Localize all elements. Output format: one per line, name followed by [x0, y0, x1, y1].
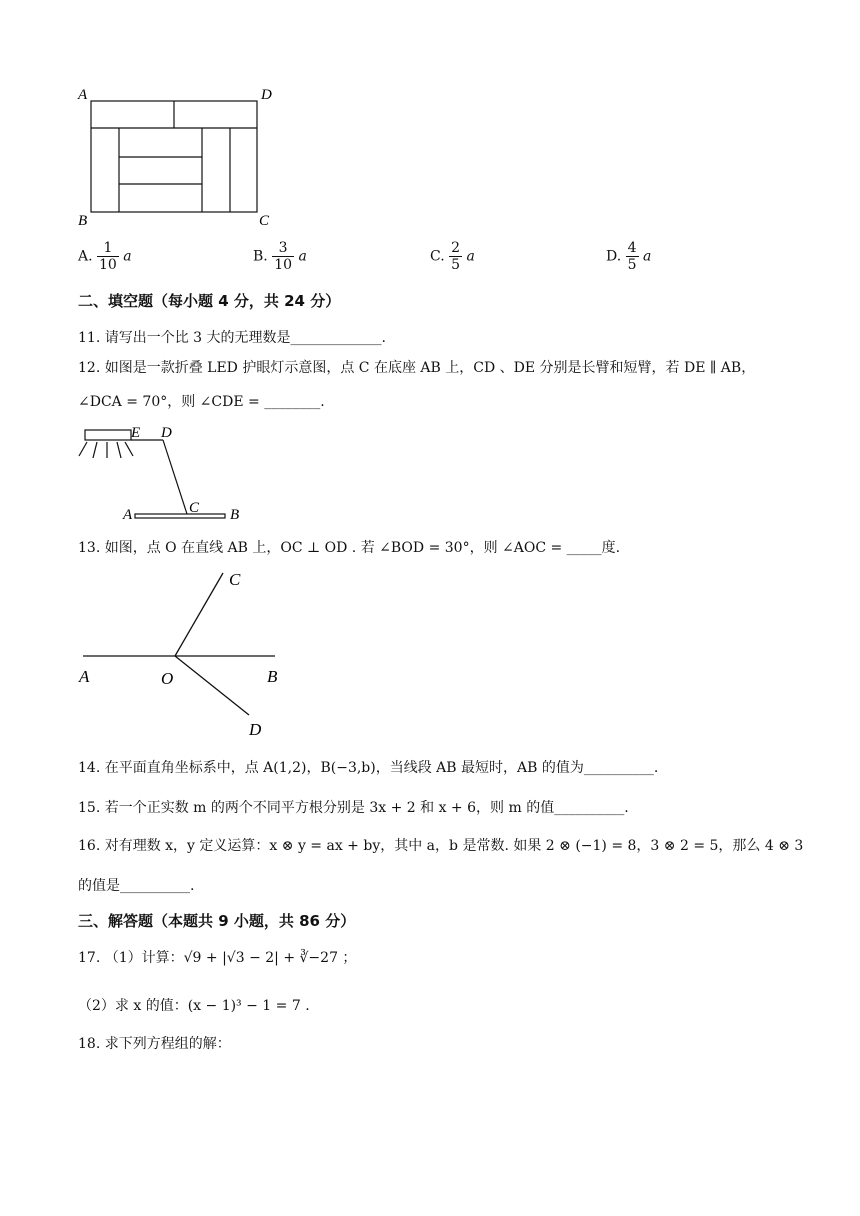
figure-angle-aob — [75, 565, 295, 745]
label-b: B — [230, 507, 240, 523]
fraction: $\frac{3}{10}$ — [274, 240, 293, 273]
question-11: 11. 请写出一个比 3 大的无理数是_____________. — [78, 330, 386, 346]
label-b: B — [267, 667, 278, 686]
question-17-part1: 17. （1）计算：√9 + |√3 − 2| + ∛−27 ； — [78, 950, 357, 966]
label-d: D — [161, 425, 172, 441]
label-c: C — [189, 500, 200, 516]
option-b[interactable]: B. $\frac{3}{10}$ a — [253, 240, 307, 273]
option-a[interactable]: A. $\frac{1}{10}$ a — [78, 240, 132, 273]
option-d[interactable]: D. $\frac{4}{5}$ a — [606, 240, 652, 273]
label-a: A — [79, 667, 90, 686]
section-title-solutions: 三、解答题（本题共 9 小题，共 86 分） — [78, 912, 356, 930]
fraction: $\frac{4}{5}$ — [627, 240, 637, 273]
section-title-fill-in: 二、填空题（每小题 4 分，共 24 分） — [78, 292, 341, 310]
question-17-part2: （2）求 x 的值：(x − 1)³ − 1 = 7 . — [78, 998, 310, 1014]
question-12-line1: 12. 如图是一款折叠 LED 护眼灯示意图，点 C 在底座 AB 上，CD 、DE 分别是长臂和短臂，若 DE ∥ AB， — [78, 360, 756, 376]
question-15: 15. 若一个正实数 m 的两个不同平方根分别是 3x + 2 和 x + 6，则 m 的值__________. — [78, 800, 629, 816]
label-b: B — [78, 213, 88, 229]
fraction: $\frac{1}{10}$ — [99, 240, 117, 273]
question-14: 14. 在平面直角坐标系中，点 A(1,2)，B(−3,b)，当线段 AB 最短时，AB 的值为__________. — [78, 760, 659, 776]
label-o: O — [161, 669, 174, 688]
question-18: 18. 求下列方程组的解： — [78, 1036, 231, 1052]
question-16-line2: 的值是__________. — [78, 878, 195, 894]
label-c: C — [259, 213, 270, 229]
label-e: E — [131, 425, 141, 441]
fraction: $\frac{2}{5}$ — [451, 240, 461, 273]
question-12-line2: ∠DCA = 70°，则 ∠CDE = ________. — [78, 394, 325, 410]
question-13: 13. 如图，点 O 在直线 AB 上，OC ⊥ OD . 若 ∠BOD = 30°，则 ∠AOC = _____度. — [78, 540, 621, 556]
label-a: A — [123, 507, 133, 523]
option-c[interactable]: C. $\frac{2}{5}$ a — [430, 240, 475, 273]
label-a: A — [78, 87, 88, 103]
label-d: D — [261, 87, 272, 103]
label-d: D — [249, 720, 262, 739]
question-16-line1: 16. 对有理数 x，y 定义运算：x ⊗ y = ax + by，其中 a，b 是常数. 如果 2 ⊗ (−1) = 8，3 ⊗ 2 = 5，那么 4 ⊗ 3 — [78, 838, 804, 854]
figure-rectangle-abcd — [75, 85, 285, 230]
label-c: C — [229, 570, 241, 589]
figure-led-lamp — [75, 420, 255, 525]
